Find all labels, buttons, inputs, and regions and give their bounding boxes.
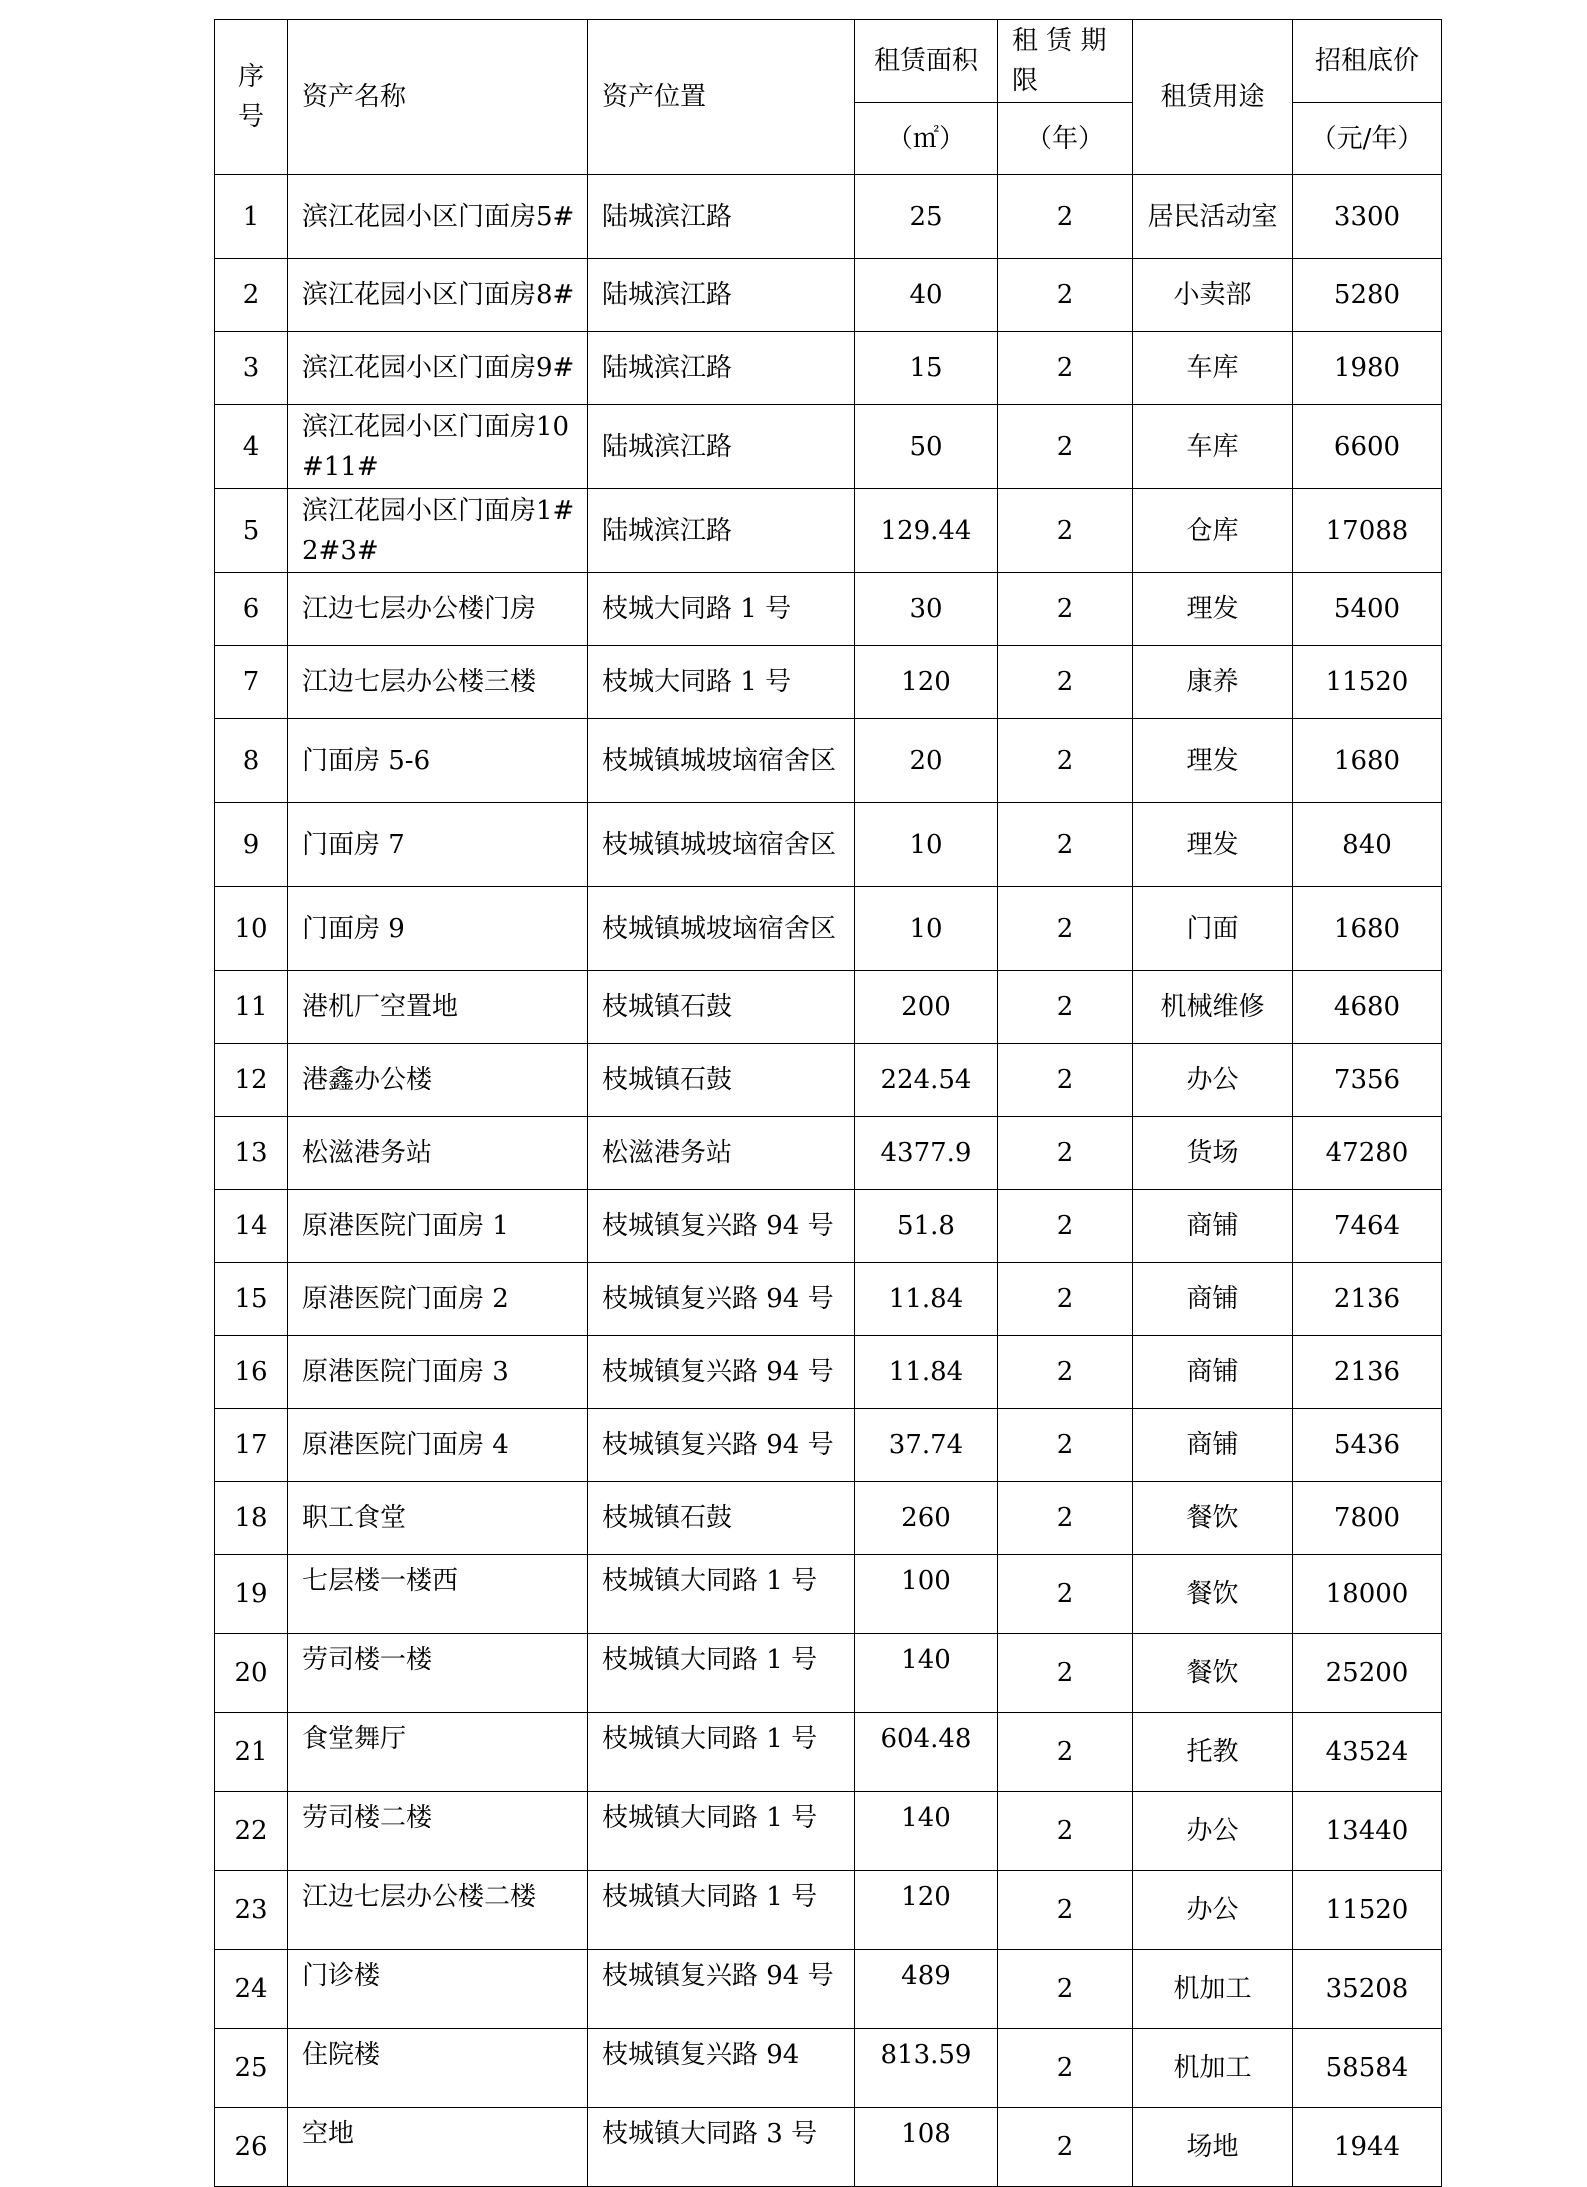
cell-reserve-price: 1680	[1293, 887, 1442, 971]
cell-asset-name: 食堂舞厅	[288, 1713, 588, 1792]
cell-lease-term: 2	[998, 1713, 1133, 1792]
table-row	[215, 489, 1442, 573]
cell-asset-name: 江边七层办公楼门房	[288, 573, 588, 646]
cell-asset-location: 陆城滨江路	[588, 489, 855, 573]
cell-lease-term: 2	[998, 1044, 1133, 1117]
cell-lease-use: 办公	[1133, 1871, 1293, 1950]
cell-reserve-price: 1680	[1293, 719, 1442, 803]
cell-asset-location: 枝城大同路 1 号	[588, 573, 855, 646]
cell-lease-term: 2	[998, 1555, 1133, 1634]
cell-lease-term: 2	[998, 719, 1133, 803]
cell-asset-name: 七层楼一楼西	[288, 1555, 588, 1634]
header-lease-use: 租赁用途	[1133, 20, 1293, 175]
cell-lease-area: 140	[855, 1634, 998, 1713]
cell-lease-use: 餐饮	[1133, 1555, 1293, 1634]
cell-asset-name: 港鑫办公楼	[288, 1044, 588, 1117]
table-row	[215, 1555, 1442, 1634]
cell-reserve-price: 18000	[1293, 1555, 1442, 1634]
cell-asset-location: 枝城镇复兴路 94 号	[588, 1336, 855, 1409]
cell-lease-term: 2	[998, 971, 1133, 1044]
cell-no: 3	[215, 332, 288, 405]
cell-asset-location: 枝城镇大同路 3 号	[588, 2108, 855, 2187]
cell-lease-area: 4377.9	[855, 1117, 998, 1190]
cell-lease-term: 2	[998, 803, 1133, 887]
cell-reserve-price: 25200	[1293, 1634, 1442, 1713]
cell-asset-location: 陆城滨江路	[588, 332, 855, 405]
cell-reserve-price: 5400	[1293, 573, 1442, 646]
header-no-text: 序 号	[237, 62, 264, 132]
cell-asset-location: 枝城镇城坡垴宿舍区	[588, 719, 855, 803]
table-row	[215, 1263, 1442, 1336]
cell-lease-term: 2	[998, 1950, 1133, 2029]
cell-asset-location: 枝城镇复兴路 94 号	[588, 1263, 855, 1336]
cell-reserve-price: 5280	[1293, 259, 1442, 332]
cell-reserve-price: 47280	[1293, 1117, 1442, 1190]
cell-lease-term: 2	[998, 1190, 1133, 1263]
cell-lease-use: 居民活动室	[1133, 175, 1293, 259]
cell-no: 2	[215, 259, 288, 332]
cell-lease-area: 129.44	[855, 489, 998, 573]
cell-asset-name: 原港医院门面房 2	[288, 1263, 588, 1336]
table-row	[215, 971, 1442, 1044]
cell-lease-area: 260	[855, 1482, 998, 1555]
cell-asset-name: 劳司楼一楼	[288, 1634, 588, 1713]
cell-lease-area: 11.84	[855, 1263, 998, 1336]
cell-no: 22	[215, 1792, 288, 1871]
cell-lease-term: 2	[998, 1409, 1133, 1482]
cell-lease-area: 10	[855, 803, 998, 887]
cell-reserve-price: 7464	[1293, 1190, 1442, 1263]
cell-no: 7	[215, 646, 288, 719]
cell-lease-term: 2	[998, 1336, 1133, 1409]
cell-lease-use: 办公	[1133, 1044, 1293, 1117]
cell-lease-term: 2	[998, 1482, 1133, 1555]
cell-lease-use: 商铺	[1133, 1336, 1293, 1409]
cell-lease-term: 2	[998, 1871, 1133, 1950]
table-row	[215, 405, 1442, 489]
cell-asset-location: 陆城滨江路	[588, 259, 855, 332]
table-row	[215, 1190, 1442, 1263]
cell-lease-area: 51.8	[855, 1190, 998, 1263]
cell-no: 25	[215, 2029, 288, 2108]
cell-no: 14	[215, 1190, 288, 1263]
cell-lease-use: 商铺	[1133, 1409, 1293, 1482]
cell-lease-area: 25	[855, 175, 998, 259]
cell-lease-area: 604.48	[855, 1713, 998, 1792]
cell-asset-location: 枝城镇大同路 1 号	[588, 1713, 855, 1792]
cell-asset-location: 枝城镇复兴路 94 号	[588, 1409, 855, 1482]
cell-reserve-price: 11520	[1293, 646, 1442, 719]
cell-asset-location: 枝城镇城坡垴宿舍区	[588, 803, 855, 887]
cell-asset-name: 滨江花园小区门面房1#2#3#	[288, 489, 588, 573]
cell-asset-name: 松滋港务站	[288, 1117, 588, 1190]
cell-lease-area: 40	[855, 259, 998, 332]
cell-lease-use: 商铺	[1133, 1190, 1293, 1263]
cell-reserve-price: 35208	[1293, 1950, 1442, 2029]
header-asset-location: 资产位置	[588, 20, 855, 175]
table-row	[215, 1634, 1442, 1713]
cell-lease-area: 108	[855, 2108, 998, 2187]
table-row	[215, 175, 1442, 259]
cell-asset-name: 原港医院门面房 1	[288, 1190, 588, 1263]
cell-asset-name: 原港医院门面房 4	[288, 1409, 588, 1482]
cell-lease-term: 2	[998, 489, 1133, 573]
cell-lease-area: 20	[855, 719, 998, 803]
cell-lease-use: 康养	[1133, 646, 1293, 719]
header-row-top	[215, 20, 1442, 103]
rental-asset-table	[214, 19, 1442, 2187]
cell-no: 12	[215, 1044, 288, 1117]
cell-reserve-price: 7800	[1293, 1482, 1442, 1555]
header-asset-name: 资产名称	[288, 20, 588, 175]
table-row	[215, 1713, 1442, 1792]
cell-reserve-price: 58584	[1293, 2029, 1442, 2108]
cell-lease-area: 37.74	[855, 1409, 998, 1482]
table-body	[215, 175, 1442, 2187]
cell-asset-location: 枝城镇石鼓	[588, 971, 855, 1044]
cell-lease-term: 2	[998, 1263, 1133, 1336]
table-row	[215, 1117, 1442, 1190]
cell-asset-name: 门面房 9	[288, 887, 588, 971]
cell-lease-use: 理发	[1133, 719, 1293, 803]
cell-asset-location: 枝城镇城坡垴宿舍区	[588, 887, 855, 971]
cell-lease-area: 50	[855, 405, 998, 489]
cell-lease-area: 100	[855, 1555, 998, 1634]
cell-lease-use: 餐饮	[1133, 1634, 1293, 1713]
cell-lease-use: 场地	[1133, 2108, 1293, 2187]
cell-lease-term: 2	[998, 1792, 1133, 1871]
cell-lease-term: 2	[998, 405, 1133, 489]
cell-asset-location: 枝城镇大同路 1 号	[588, 1555, 855, 1634]
cell-asset-name: 江边七层办公楼二楼	[288, 1871, 588, 1950]
cell-lease-term: 2	[998, 175, 1133, 259]
table-row	[215, 259, 1442, 332]
header-no	[215, 20, 288, 175]
rental-asset-table-page	[214, 19, 1441, 2187]
header-lease-term: 租 赁 期限	[998, 20, 1133, 103]
cell-no: 24	[215, 1950, 288, 2029]
cell-lease-area: 813.59	[855, 2029, 998, 2108]
cell-lease-area: 15	[855, 332, 998, 405]
cell-lease-term: 2	[998, 573, 1133, 646]
cell-asset-name: 江边七层办公楼三楼	[288, 646, 588, 719]
table-row	[215, 646, 1442, 719]
cell-lease-term: 2	[998, 646, 1133, 719]
cell-lease-use: 门面	[1133, 887, 1293, 971]
cell-no: 17	[215, 1409, 288, 1482]
table-row	[215, 719, 1442, 803]
cell-no: 6	[215, 573, 288, 646]
cell-lease-term: 2	[998, 2029, 1133, 2108]
cell-reserve-price: 1980	[1293, 332, 1442, 405]
cell-no: 23	[215, 1871, 288, 1950]
cell-lease-use: 商铺	[1133, 1263, 1293, 1336]
table-row	[215, 1950, 1442, 2029]
cell-reserve-price: 3300	[1293, 175, 1442, 259]
cell-asset-location: 陆城滨江路	[588, 175, 855, 259]
cell-lease-area: 120	[855, 1871, 998, 1950]
cell-reserve-price: 2136	[1293, 1263, 1442, 1336]
table-row	[215, 1409, 1442, 1482]
cell-lease-area: 200	[855, 971, 998, 1044]
cell-lease-area: 489	[855, 1950, 998, 2029]
cell-reserve-price: 43524	[1293, 1713, 1442, 1792]
cell-no: 1	[215, 175, 288, 259]
cell-asset-name: 门诊楼	[288, 1950, 588, 2029]
cell-lease-use: 理发	[1133, 573, 1293, 646]
cell-asset-name: 空地	[288, 2108, 588, 2187]
header-reserve-price: 招租底价	[1293, 20, 1442, 103]
cell-lease-use: 机械维修	[1133, 971, 1293, 1044]
table-row	[215, 1871, 1442, 1950]
cell-asset-name: 劳司楼二楼	[288, 1792, 588, 1871]
cell-asset-name: 滨江花园小区门面房10#11#	[288, 405, 588, 489]
cell-lease-term: 2	[998, 2108, 1133, 2187]
cell-reserve-price: 840	[1293, 803, 1442, 887]
cell-asset-location: 枝城大同路 1 号	[588, 646, 855, 719]
cell-asset-name: 滨江花园小区门面房8#	[288, 259, 588, 332]
cell-asset-location: 枝城镇复兴路 94	[588, 2029, 855, 2108]
table-row	[215, 1336, 1442, 1409]
cell-lease-term: 2	[998, 1634, 1133, 1713]
cell-lease-term: 2	[998, 887, 1133, 971]
cell-no: 8	[215, 719, 288, 803]
cell-lease-use: 小卖部	[1133, 259, 1293, 332]
cell-asset-location: 枝城镇石鼓	[588, 1044, 855, 1117]
cell-lease-use: 托教	[1133, 1713, 1293, 1792]
cell-lease-use: 车库	[1133, 405, 1293, 489]
cell-reserve-price: 2136	[1293, 1336, 1442, 1409]
cell-asset-location: 枝城镇大同路 1 号	[588, 1634, 855, 1713]
cell-asset-name: 门面房 5-6	[288, 719, 588, 803]
table-row	[215, 573, 1442, 646]
cell-asset-name: 门面房 7	[288, 803, 588, 887]
cell-reserve-price: 6600	[1293, 405, 1442, 489]
cell-no: 10	[215, 887, 288, 971]
table-row	[215, 332, 1442, 405]
cell-lease-use: 车库	[1133, 332, 1293, 405]
cell-asset-name: 职工食堂	[288, 1482, 588, 1555]
header-price-unit: （元/年）	[1293, 103, 1442, 175]
cell-lease-area: 11.84	[855, 1336, 998, 1409]
cell-no: 9	[215, 803, 288, 887]
cell-reserve-price: 7356	[1293, 1044, 1442, 1117]
cell-asset-name: 滨江花园小区门面房9#	[288, 332, 588, 405]
cell-no: 15	[215, 1263, 288, 1336]
cell-no: 18	[215, 1482, 288, 1555]
cell-asset-location: 松滋港务站	[588, 1117, 855, 1190]
cell-no: 19	[215, 1555, 288, 1634]
table-row	[215, 2029, 1442, 2108]
cell-asset-name: 原港医院门面房 3	[288, 1336, 588, 1409]
cell-reserve-price: 17088	[1293, 489, 1442, 573]
cell-lease-term: 2	[998, 259, 1133, 332]
cell-asset-name: 滨江花园小区门面房5#	[288, 175, 588, 259]
table-row	[215, 1044, 1442, 1117]
cell-lease-use: 机加工	[1133, 2029, 1293, 2108]
cell-lease-area: 10	[855, 887, 998, 971]
cell-reserve-price: 5436	[1293, 1409, 1442, 1482]
cell-lease-use: 餐饮	[1133, 1482, 1293, 1555]
cell-asset-location: 枝城镇复兴路 94 号	[588, 1950, 855, 2029]
cell-reserve-price: 13440	[1293, 1792, 1442, 1871]
cell-lease-area: 30	[855, 573, 998, 646]
cell-lease-term: 2	[998, 332, 1133, 405]
cell-asset-location: 枝城镇复兴路 94 号	[588, 1190, 855, 1263]
cell-lease-area: 140	[855, 1792, 998, 1871]
table-row	[215, 1482, 1442, 1555]
cell-lease-use: 办公	[1133, 1792, 1293, 1871]
cell-no: 13	[215, 1117, 288, 1190]
cell-lease-use: 理发	[1133, 803, 1293, 887]
cell-no: 4	[215, 405, 288, 489]
table-row	[215, 1792, 1442, 1871]
cell-lease-area: 224.54	[855, 1044, 998, 1117]
table-row	[215, 887, 1442, 971]
cell-asset-location: 枝城镇大同路 1 号	[588, 1792, 855, 1871]
cell-asset-name: 港机厂空置地	[288, 971, 588, 1044]
cell-lease-area: 120	[855, 646, 998, 719]
cell-no: 21	[215, 1713, 288, 1792]
cell-reserve-price: 4680	[1293, 971, 1442, 1044]
cell-lease-use: 仓库	[1133, 489, 1293, 573]
cell-lease-term: 2	[998, 1117, 1133, 1190]
cell-lease-use: 机加工	[1133, 1950, 1293, 2029]
cell-no: 20	[215, 1634, 288, 1713]
header-lease-area: 租赁面积	[855, 20, 998, 103]
cell-lease-use: 货场	[1133, 1117, 1293, 1190]
header-term-unit: （年）	[998, 103, 1133, 175]
table-row	[215, 2108, 1442, 2187]
cell-no: 26	[215, 2108, 288, 2187]
cell-no: 5	[215, 489, 288, 573]
cell-asset-name: 住院楼	[288, 2029, 588, 2108]
cell-asset-location: 枝城镇石鼓	[588, 1482, 855, 1555]
cell-no: 16	[215, 1336, 288, 1409]
cell-no: 11	[215, 971, 288, 1044]
cell-reserve-price: 1944	[1293, 2108, 1442, 2187]
header-area-unit: （㎡）	[855, 103, 998, 175]
cell-reserve-price: 11520	[1293, 1871, 1442, 1950]
cell-asset-location: 陆城滨江路	[588, 405, 855, 489]
cell-asset-location: 枝城镇大同路 1 号	[588, 1871, 855, 1950]
table-row	[215, 803, 1442, 887]
